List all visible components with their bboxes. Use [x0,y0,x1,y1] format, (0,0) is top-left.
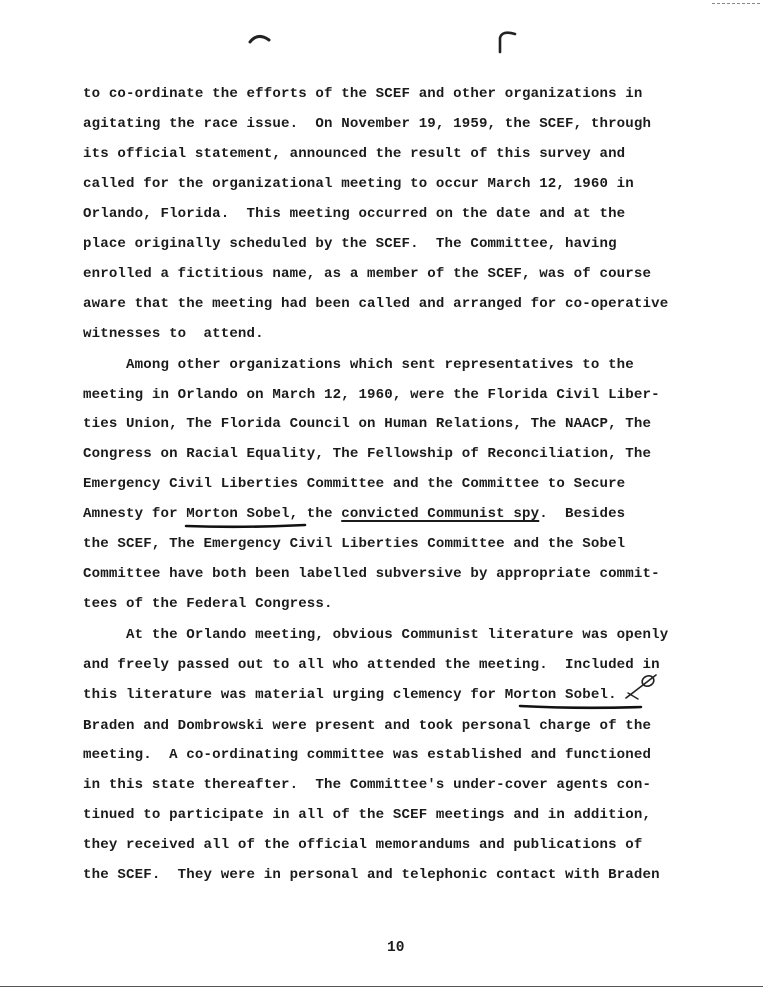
text-line: tinued to participate in all of the SCEF meetings and in addition, [83,807,652,823]
text-line: aware that the meeting had been called and arranged for co-operative [83,296,669,312]
text-line: they received all of the official memorandums and publications of [83,837,643,853]
line-segment: Amnesty for Morton Sobel, the [83,506,342,522]
hand-underline-morton-sobel-1 [184,522,308,530]
text-line: Among other organizations which sent representatives to the [83,357,634,373]
text-line: and freely passed out to all who attended the meeting. Included in [83,657,660,673]
text-line: this literature was material urging clemency for Morton Sobel. [83,687,617,703]
top-margin-mark-right [496,28,520,54]
text-line: Congress on Racial Equality, The Fellowship of Reconciliation, The [83,446,652,462]
text-line: the SCEF. They were in personal and telephonic contact with Braden [83,867,660,883]
underlined-phrase: convicted Communist spy [341,506,540,522]
text-line: Emergency Civil Liberties Committee and the Committee to Secure [83,476,626,492]
line-segment: . Besides [539,506,626,522]
top-margin-mark-left [248,30,272,46]
text-line: place originally scheduled by the SCEF. The Committee, having [83,236,617,252]
text-line: Committee have both been labelled subversive by appropriate commit- [83,566,660,582]
text-line: its official statement, announced the result of this survey and [83,146,626,162]
text-line: meeting in Orlando on March 12, 1960, were the Florida Civil Liber- [83,387,660,403]
text-line: agitating the race issue. On November 19, 1959, the SCEF, through [83,116,652,132]
text-line: enrolled a fictitious name, as a member of the SCEF, was of course [83,266,652,282]
text-line: At the Orlando meeting, obvious Communist literature was openly [83,627,669,643]
text-line: to co-ordinate the efforts of the SCEF and other organizations in [83,86,643,102]
text-line: Orlando, Florida. This meeting occurred on the date and at the [83,206,626,222]
bottom-edge-line [0,986,763,987]
page-number: 10 [387,940,405,956]
text-line: tees of the Federal Congress. [83,596,333,612]
text-line: meeting. A co-ordinating committee was established and functioned [83,747,652,763]
text-line: the SCEF, The Emergency Civil Liberties Committee and the Sobel [83,536,626,552]
text-line: ties Union, The Florida Council on Human Relations, The NAACP, The [83,416,652,432]
handwritten-correction-mark [614,672,660,702]
text-line: in this state thereafter. The Committee's under-cover agents con- [83,777,652,793]
text-line: witnesses to attend. [83,326,264,342]
text-line: called for the organizational meeting to occur March 12, 1960 in [83,176,634,192]
top-edge-dashes [712,3,760,4]
hand-underline-morton-sobel-2 [518,703,644,711]
text-line: Braden and Dombrowski were present and took personal charge of the [83,718,652,734]
text-line [83,504,625,524]
